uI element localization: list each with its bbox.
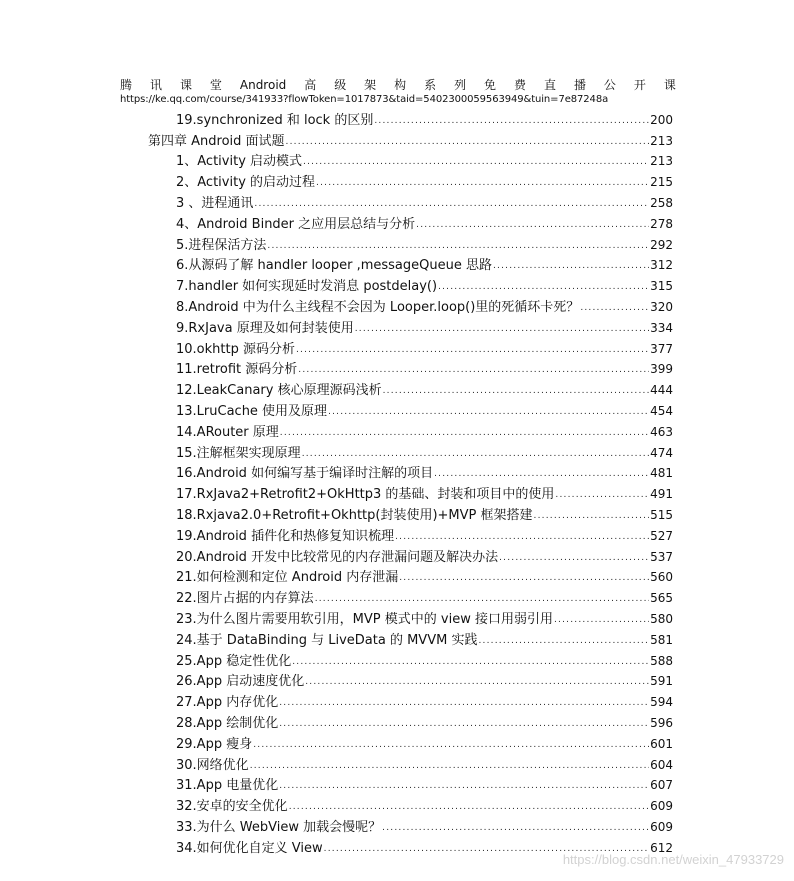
toc-leader-dots bbox=[499, 549, 649, 566]
toc-leader-dots bbox=[298, 361, 649, 378]
toc-entry-label: 34.如何优化自定义 View bbox=[176, 840, 323, 856]
toc-leader-dots bbox=[416, 216, 649, 233]
header-title-part: 构 bbox=[394, 78, 407, 92]
toc-entry[interactable] bbox=[176, 108, 673, 129]
toc-entry[interactable] bbox=[176, 295, 673, 316]
toc-entry-label: 33.为什么 WebView 加载会慢呢？ bbox=[176, 819, 382, 835]
toc-entry-page: 399 bbox=[650, 362, 673, 377]
toc-entry-label: 21.如何检测和定位 Android 内存泄漏 bbox=[176, 570, 399, 586]
toc-entry[interactable] bbox=[176, 628, 673, 649]
toc-entry-label: 11.retrofit 源码分析 bbox=[176, 362, 298, 378]
toc-entry-label: 32.安卓的安全优化 bbox=[176, 799, 288, 815]
toc-leader-dots bbox=[399, 569, 649, 586]
header-title-part: 系 bbox=[424, 78, 437, 92]
watermark: https://blog.csdn.net/weixin_47933729 bbox=[562, 852, 784, 867]
toc-entry-page: 292 bbox=[650, 237, 673, 252]
toc-entry-page: 612 bbox=[650, 840, 673, 855]
toc-leader-dots bbox=[303, 153, 649, 170]
toc-entry[interactable] bbox=[176, 233, 673, 254]
toc-entry-label: 12.LeakCanary 核心原理源码浅析 bbox=[176, 383, 382, 399]
toc-entry-page: 565 bbox=[650, 591, 673, 606]
toc-entry-page: 258 bbox=[650, 195, 673, 210]
toc-leader-dots bbox=[280, 424, 649, 441]
toc-entry-page: 560 bbox=[650, 570, 673, 585]
toc-entry-page: 213 bbox=[650, 133, 673, 148]
toc-entry-page: 588 bbox=[650, 653, 673, 668]
toc-leader-dots bbox=[316, 174, 649, 191]
toc-entry-page: 215 bbox=[650, 175, 673, 190]
toc-entry-label: 17.RxJava2+Retrofit2+OkHttp3 的基础、封装和项目中的使用 bbox=[176, 487, 555, 503]
toc-entry-page: 581 bbox=[650, 632, 673, 647]
toc-leader-dots bbox=[305, 673, 649, 690]
header-title-part: 讯 bbox=[149, 78, 162, 92]
toc-leader-dots bbox=[279, 777, 649, 794]
toc-entry[interactable] bbox=[176, 794, 673, 815]
toc-entry-label: 20.Android 开发中比较常见的内存泄漏问题及解决办法 bbox=[176, 549, 499, 565]
toc-entry-page: 515 bbox=[650, 507, 673, 522]
toc-entry[interactable] bbox=[176, 420, 673, 441]
toc-entry-page: 463 bbox=[650, 424, 673, 439]
toc-entry[interactable] bbox=[176, 441, 673, 462]
toc-entry-label: 4、Android Binder 之应用层总结与分析 bbox=[176, 216, 416, 232]
toc-entry-page: 527 bbox=[650, 528, 673, 543]
toc-entry[interactable] bbox=[176, 690, 673, 711]
toc-leader-dots bbox=[292, 653, 649, 670]
toc-entry-page: 491 bbox=[650, 487, 673, 502]
toc-leader-dots bbox=[267, 237, 649, 254]
toc-leader-dots bbox=[279, 715, 649, 732]
toc-entry-label: 3 、进程通讯 bbox=[176, 195, 254, 211]
toc-entry-label: 22.图片占据的内存算法 bbox=[176, 591, 314, 607]
header-title-part: 腾 bbox=[120, 78, 133, 92]
toc-entry-page: 278 bbox=[650, 216, 673, 231]
header-title-part: 课 bbox=[663, 78, 676, 92]
toc-chapter-entry[interactable] bbox=[148, 129, 673, 150]
header-title-part: 公 bbox=[603, 78, 616, 92]
toc-entry[interactable] bbox=[176, 815, 673, 836]
toc-entry-label: 16.Android 如何编写基于编译时注解的项目 bbox=[176, 466, 434, 482]
toc-entry-label: 27.App 内存优化 bbox=[176, 695, 279, 711]
toc-leader-dots bbox=[315, 590, 649, 607]
toc-leader-dots bbox=[250, 757, 649, 774]
toc-leader-dots bbox=[302, 445, 649, 462]
toc-entry-page: 200 bbox=[650, 112, 673, 127]
toc-leader-dots bbox=[554, 611, 649, 628]
toc-entry[interactable] bbox=[176, 482, 673, 503]
toc-entry[interactable] bbox=[176, 524, 673, 545]
toc-entry[interactable] bbox=[176, 399, 673, 420]
toc-leader-dots bbox=[493, 257, 649, 274]
toc-entry[interactable] bbox=[176, 649, 673, 670]
toc-leader-dots bbox=[478, 632, 649, 649]
toc-entry-label: 1、Activity 启动模式 bbox=[176, 154, 303, 170]
toc-entry-page: 312 bbox=[650, 258, 673, 273]
toc-entry-label: 30.网络优化 bbox=[176, 757, 249, 773]
toc-entry[interactable] bbox=[176, 586, 673, 607]
toc-entry-label: 19.synchronized 和 lock 的区别 bbox=[176, 112, 374, 128]
toc-entry[interactable] bbox=[176, 191, 673, 212]
toc-entry[interactable] bbox=[176, 212, 673, 233]
toc-entry[interactable] bbox=[176, 732, 673, 753]
header-title-part: 播 bbox=[573, 78, 586, 92]
toc-leader-dots bbox=[328, 403, 649, 420]
toc-entry-label: 第四章 Android 面试题 bbox=[148, 133, 285, 149]
toc-entry-page: 334 bbox=[650, 320, 673, 335]
header-title-part: 列 bbox=[454, 78, 467, 92]
toc-entry-label: 23.为什么图片需要用软引用，MVP 模式中的 view 接口用弱引用 bbox=[176, 611, 553, 627]
toc-entry[interactable] bbox=[176, 150, 673, 171]
toc-entry-label: 31.App 电量优化 bbox=[176, 778, 279, 794]
toc-entry[interactable] bbox=[176, 566, 673, 587]
header-title-part: 开 bbox=[633, 78, 646, 92]
toc-entry-page: 320 bbox=[650, 299, 673, 314]
toc-entry-page: 444 bbox=[650, 383, 673, 398]
toc-entry[interactable] bbox=[176, 753, 673, 774]
toc-entry-page: 474 bbox=[650, 445, 673, 460]
toc-entry[interactable] bbox=[176, 670, 673, 691]
toc-leader-dots bbox=[289, 798, 649, 815]
toc-entry[interactable] bbox=[176, 545, 673, 566]
header-title-part: 费 bbox=[514, 78, 527, 92]
toc-entry-label: 15.注解框架实现原理 bbox=[176, 445, 301, 461]
toc-entry[interactable] bbox=[176, 774, 673, 795]
toc-entry[interactable] bbox=[176, 170, 673, 191]
toc-entry-page: 213 bbox=[650, 154, 673, 169]
toc-entry-label: 2、Activity 的启动过程 bbox=[176, 175, 316, 191]
toc-entry-page: 377 bbox=[650, 341, 673, 356]
header-title-part: 免 bbox=[484, 78, 497, 92]
toc-entry-label: 7.handler 如何实现延时发消息 postdelay() bbox=[176, 279, 438, 295]
toc-leader-dots bbox=[534, 507, 650, 524]
toc-entry-page: 601 bbox=[650, 736, 673, 751]
toc-leader-dots bbox=[580, 299, 649, 316]
toc-entry[interactable] bbox=[176, 503, 673, 524]
toc-entry-page: 537 bbox=[650, 549, 673, 564]
toc-entry-page: 454 bbox=[650, 403, 673, 418]
toc-entry[interactable] bbox=[176, 254, 673, 275]
toc-leader-dots bbox=[434, 465, 649, 482]
toc-entry-label: 28.App 绘制优化 bbox=[176, 715, 279, 731]
toc-leader-dots bbox=[374, 112, 649, 129]
header-title-part: 高 bbox=[304, 78, 317, 92]
toc-entry-page: 580 bbox=[650, 611, 673, 626]
toc-entry-page: 607 bbox=[650, 778, 673, 793]
toc-entry-page: 609 bbox=[650, 799, 673, 814]
toc-entry[interactable] bbox=[176, 462, 673, 483]
toc-entry-page: 596 bbox=[650, 715, 673, 730]
toc-leader-dots bbox=[383, 382, 649, 399]
toc-entry[interactable] bbox=[176, 607, 673, 628]
toc-entry-label: 29.App 瘦身 bbox=[176, 736, 253, 752]
toc-entry-label: 24.基于 DataBinding 与 LiveData 的 MVVM 实践 bbox=[176, 632, 478, 648]
toc-leader-dots bbox=[395, 528, 649, 545]
toc-entry[interactable] bbox=[176, 378, 673, 399]
toc-entry[interactable] bbox=[176, 274, 673, 295]
toc-entry-label: 6.从源码了解 handler looper ,messageQueue 思路 bbox=[176, 258, 492, 274]
toc-entry-page: 481 bbox=[650, 466, 673, 481]
toc-entry-label: 5.进程保活方法 bbox=[176, 237, 267, 253]
toc-entry-label: 18.Rxjava2.0+Retrofit+Okhttp(封装使用)+MVP 框架搭建 bbox=[176, 507, 533, 523]
toc-entry[interactable] bbox=[176, 358, 673, 379]
toc-leader-dots bbox=[296, 341, 649, 358]
toc-leader-dots bbox=[382, 819, 649, 836]
toc-leader-dots bbox=[355, 320, 649, 337]
toc-entry-label: 10.okhttp 源码分析 bbox=[176, 341, 295, 357]
toc-entry-page: 594 bbox=[650, 695, 673, 710]
toc-entry-label: 14.ARouter 原理 bbox=[176, 424, 279, 440]
header-title-part: 课 bbox=[179, 78, 192, 92]
toc-entry-label: 13.LruCache 使用及原理 bbox=[176, 403, 328, 419]
toc-leader-dots bbox=[286, 133, 650, 150]
header-title-part: 堂 bbox=[209, 78, 222, 92]
toc-entry[interactable] bbox=[176, 711, 673, 732]
toc-entry-label: 8.Android 中为什么主线程不会因为 Looper.loop()里的死循环卡死？ bbox=[176, 299, 580, 315]
toc-entry-page: 591 bbox=[650, 674, 673, 689]
toc-leader-dots bbox=[438, 278, 649, 295]
toc-entry-page: 604 bbox=[650, 757, 673, 772]
header-url: https://ke.qq.com/course/341933?flowToken=1017873&taid=5402300059563949&tuin=7e87248a bbox=[120, 94, 609, 105]
header-title-part: 架 bbox=[364, 78, 377, 92]
header-title-part: 直 bbox=[543, 78, 556, 92]
toc-leader-dots bbox=[254, 195, 649, 212]
toc-leader-dots bbox=[279, 694, 649, 711]
toc-entry-label: 9.RxJava 原理及如何封装使用 bbox=[176, 320, 354, 336]
toc-leader-dots bbox=[555, 486, 649, 503]
toc-leader-dots bbox=[253, 736, 649, 753]
header-title bbox=[120, 77, 676, 93]
toc-entry-page: 315 bbox=[650, 279, 673, 294]
header-title-part: 级 bbox=[334, 78, 347, 92]
toc-entry-label: 19.Android 插件化和热修复知识梳理 bbox=[176, 528, 395, 544]
header-title-part: Android bbox=[239, 78, 287, 92]
toc-entry-label: 26.App 启动速度优化 bbox=[176, 674, 305, 690]
toc-entry-label: 25.App 稳定性优化 bbox=[176, 653, 292, 669]
toc-entry[interactable] bbox=[176, 337, 673, 358]
toc-entry[interactable] bbox=[176, 316, 673, 337]
toc-entry-page: 609 bbox=[650, 819, 673, 834]
